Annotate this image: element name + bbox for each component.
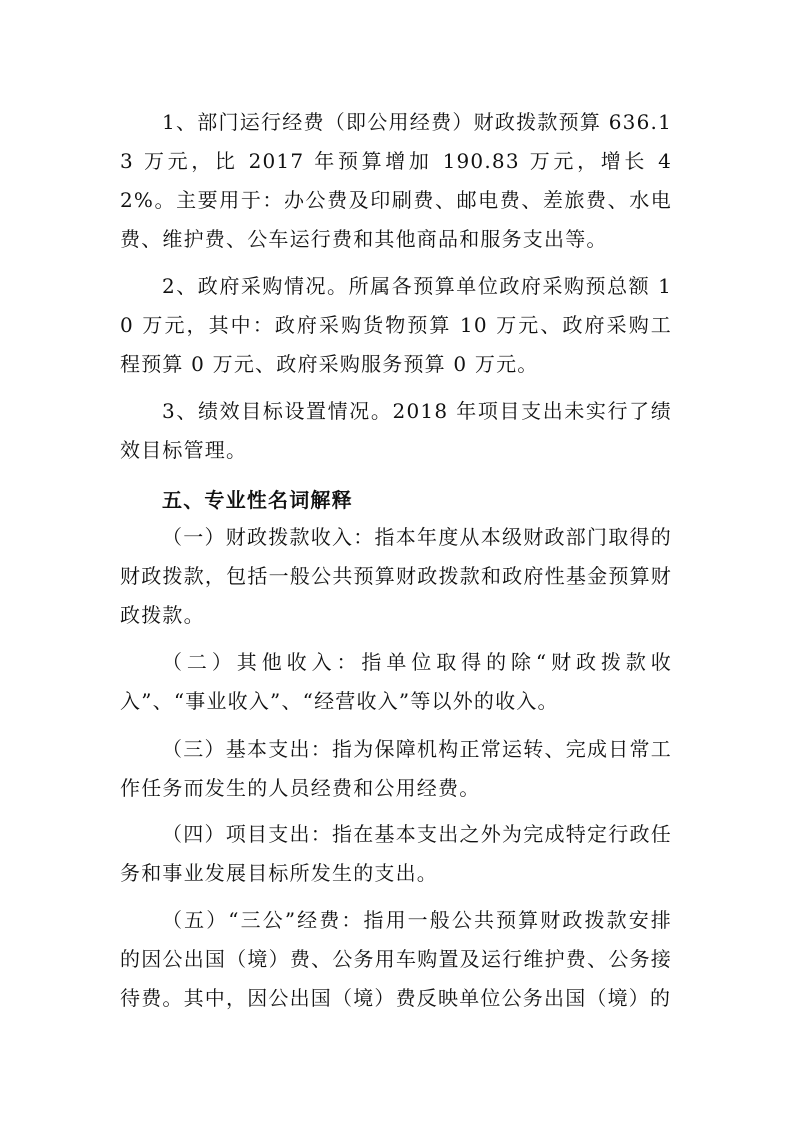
paragraph-operating-funds: 1、部门运行经费（即公用经费）财政拨款预算 636.13 万元，比 2017 年预算增加 190.83 万元，增长 42%。主要用于：办公费及印刷费、邮电费、差旅费、水电费、维护费、公车运行费和其他商品和服务支出等。 (120, 110, 672, 251)
definition-three-public-expenses: （五）“三公”经费：指用一般公共预算财政拨款安排的因公出国（境）费、公务用车购置及运行维护费、公务接待费。其中，因公出国（境）费反映单位公务出国（境）的 (120, 908, 672, 1010)
paragraph-performance-goals: 3、绩效目标设置情况。2018 年项目支出未实行了绩效目标管理。 (120, 399, 672, 462)
definition-fiscal-appropriation-income: （一）财政拨款收入：指本年度从本级财政部门取得的财政拨款，包括一般公共预算财政拨款和政府性基金预算财政拨款。 (120, 525, 672, 627)
definition-other-income: （二）其他收入：指单位取得的除“财政拨款收入”、“事业收入”、“经营收入”等以外的收入。 (120, 650, 672, 713)
paragraph-government-procurement: 2、政府采购情况。所属各预算单位政府采购预总额 10 万元，其中：政府采购货物预算 10 万元、政府采购工程预算 0 万元、政府采购服务预算 0 万元。 (120, 274, 672, 376)
section-heading: 五、专业性名词解释 (162, 488, 353, 512)
definition-project-expenditure: （四）项目支出：指在基本支出之外为完成特定行政任务和事业发展目标所发生的支出。 (120, 822, 672, 885)
definition-basic-expenditure: （三）基本支出：指为保障机构正常运转、完成日常工作任务而发生的人员经费和公用经费。 (120, 737, 672, 800)
